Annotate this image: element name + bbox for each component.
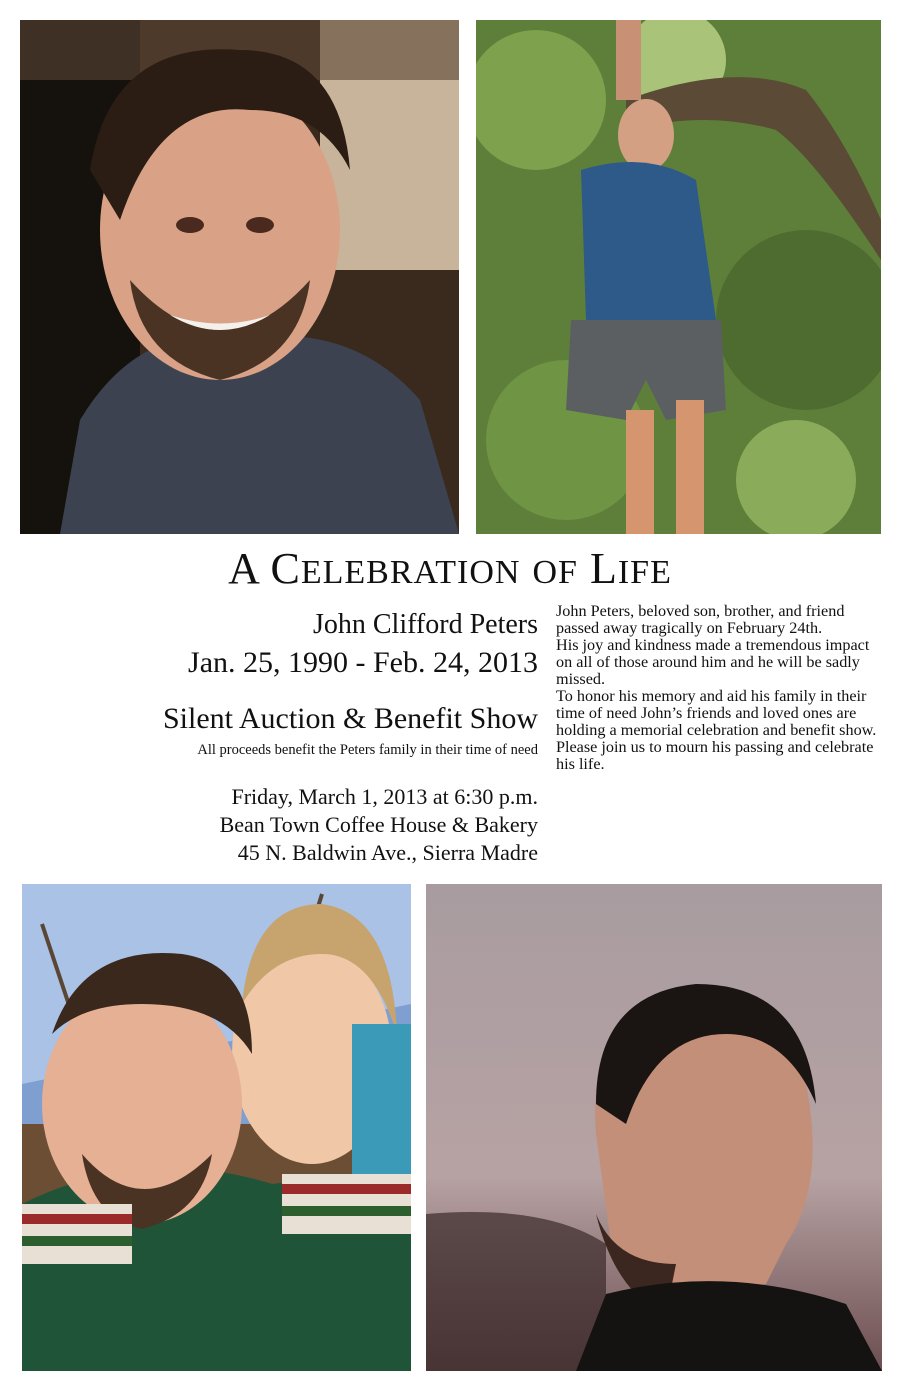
life-dates: Jan. 25, 1990 - Feb. 24, 2013 <box>188 646 538 679</box>
bio-paragraph-1: John Peters, beloved son, brother, and friend passed away tragically on February 24th. <box>556 602 845 637</box>
event-venue: Bean Town Coffee House & Bakery <box>219 812 538 837</box>
title-cap-c: C <box>270 544 301 593</box>
photo-profile-at-dusk <box>426 884 882 1371</box>
proceeds-note: All proceeds benefit the Peters family in their time of need <box>197 742 538 758</box>
page-title <box>0 543 900 594</box>
bio-paragraph-3: To honor his memory and aid his family in their time of need John’s friends and loved ones are holding a memorial celebration and benefit show. Please join us to mourn his passing and celebrate his life. <box>556 687 877 773</box>
photo-selfie-with-friend <box>22 884 411 1371</box>
deceased-name: John Clifford Peters <box>312 609 538 640</box>
bio-text <box>556 603 886 773</box>
event-details <box>220 783 538 867</box>
event-title: Silent Auction & Benefit Show <box>163 702 538 735</box>
title-cap-a: A <box>228 544 259 593</box>
event-address: 45 N. Baldwin Ave., Sierra Madre <box>237 840 538 865</box>
event-datetime: Friday, March 1, 2013 at 6:30 p.m. <box>231 784 538 809</box>
title-celebration: ELEBRATION <box>300 554 521 591</box>
photo-man-in-tree <box>476 20 881 534</box>
photo-portrait-smiling <box>20 20 459 534</box>
title-life: IFE <box>617 554 672 591</box>
title-cap-l: L <box>589 544 618 593</box>
bio-paragraph-2: His joy and kindness made a tremendous impact on all of those around him and he will be sadly missed. <box>556 636 870 688</box>
title-of: OF <box>532 554 578 591</box>
